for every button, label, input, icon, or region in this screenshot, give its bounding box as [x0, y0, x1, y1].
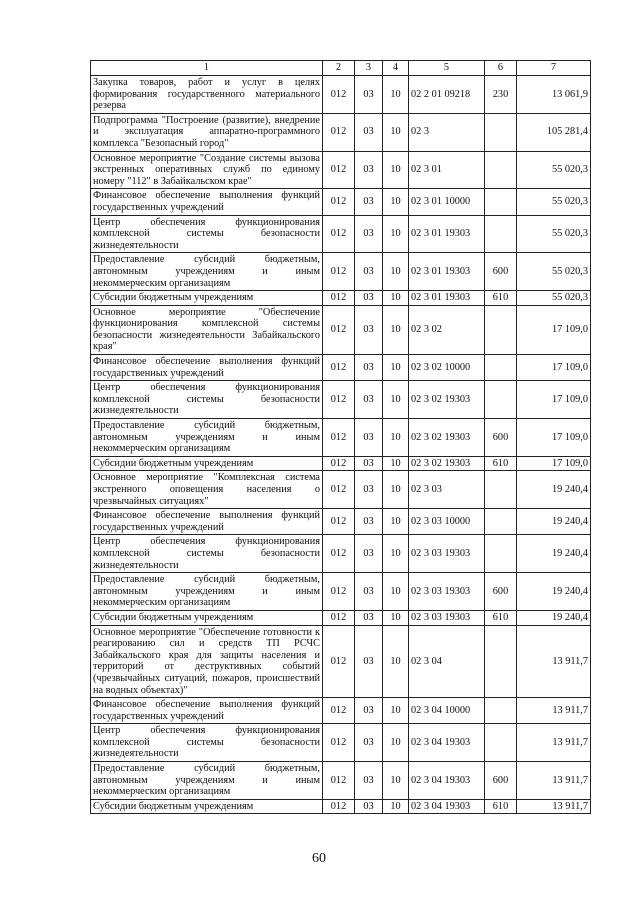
section-code-cell: 03	[355, 76, 383, 114]
ved-code-cell: 012	[323, 456, 355, 471]
ved-code-cell: 012	[323, 151, 355, 189]
ved-code-cell: 012	[323, 762, 355, 800]
row-name-cell: Предоставление субсидий бюджетным, автономным учреждениям и иным некоммерческим организациям	[91, 253, 323, 291]
target-article-cell: 02 3 01 19303	[409, 215, 485, 253]
section-code-cell: 03	[355, 799, 383, 814]
row-name-cell: Центр обеспечения функционирования комплексной системы безопасности жизнедеятельности	[91, 724, 323, 762]
target-article-cell: 02 3 03 19303	[409, 610, 485, 625]
ved-code-cell: 012	[323, 381, 355, 419]
column-header: 4	[383, 61, 409, 76]
column-header: 2	[323, 61, 355, 76]
subsection-code-cell: 10	[383, 625, 409, 698]
amount-cell: 17 109,0	[517, 456, 591, 471]
expense-type-cell: 600	[485, 419, 517, 457]
row-name-cell: Финансовое обеспечение выполнения функций государственных учреждений	[91, 189, 323, 215]
amount-cell: 17 109,0	[517, 305, 591, 354]
table-row	[91, 113, 591, 151]
row-name-cell: Предоставление субсидий бюджетным, автономным учреждениям и иным некоммерческим организациям	[91, 419, 323, 457]
amount-cell: 17 109,0	[517, 419, 591, 457]
table-row	[91, 291, 591, 306]
target-article-cell: 02 3 02 19303	[409, 456, 485, 471]
amount-cell: 55 020,3	[517, 189, 591, 215]
ved-code-cell: 012	[323, 189, 355, 215]
subsection-code-cell: 10	[383, 291, 409, 306]
section-code-cell: 03	[355, 305, 383, 354]
ved-code-cell: 012	[323, 610, 355, 625]
ved-code-cell: 012	[323, 113, 355, 151]
subsection-code-cell: 10	[383, 381, 409, 419]
subsection-code-cell: 10	[383, 151, 409, 189]
subsection-code-cell: 10	[383, 189, 409, 215]
subsection-code-cell: 10	[383, 113, 409, 151]
row-name-cell: Субсидии бюджетным учреждениям	[91, 799, 323, 814]
column-header: 3	[355, 61, 383, 76]
target-article-cell: 02 3 02 19303	[409, 419, 485, 457]
subsection-code-cell: 10	[383, 471, 409, 509]
ved-code-cell: 012	[323, 291, 355, 306]
row-name-cell: Основное мероприятие "Обеспечение функционирования комплексной системы безопасности жизнедеятельности Забайкальского края"	[91, 305, 323, 354]
section-code-cell: 03	[355, 381, 383, 419]
amount-cell: 13 911,7	[517, 698, 591, 724]
expense-type-cell	[485, 698, 517, 724]
amount-cell: 17 109,0	[517, 381, 591, 419]
amount-cell: 55 020,3	[517, 253, 591, 291]
expense-type-cell: 600	[485, 573, 517, 611]
expense-type-cell: 230	[485, 76, 517, 114]
expense-type-cell	[485, 625, 517, 698]
expense-type-cell	[485, 151, 517, 189]
amount-cell: 55 020,3	[517, 215, 591, 253]
row-name-cell: Предоставление субсидий бюджетным, автономным учреждениям и иным некоммерческим организациям	[91, 573, 323, 611]
table-row	[91, 625, 591, 698]
table-row	[91, 253, 591, 291]
table-row	[91, 355, 591, 381]
subsection-code-cell: 10	[383, 724, 409, 762]
target-article-cell: 02 3 02 19303	[409, 381, 485, 419]
row-name-cell: Субсидии бюджетным учреждениям	[91, 610, 323, 625]
table-row	[91, 189, 591, 215]
row-name-cell: Основное мероприятие "Обеспечение готовности к реагированию сил и средств ТП РСЧС Забайкальского края для защиты населения и территорий от деструктивных событий (чрезвычайных ситуаций, пожаров, происшествий на водных объектах)"	[91, 625, 323, 698]
target-article-cell: 02 3 01 19303	[409, 253, 485, 291]
section-code-cell: 03	[355, 419, 383, 457]
section-code-cell: 03	[355, 535, 383, 573]
section-code-cell: 03	[355, 625, 383, 698]
ved-code-cell: 012	[323, 76, 355, 114]
expense-type-cell: 600	[485, 762, 517, 800]
section-code-cell: 03	[355, 456, 383, 471]
section-code-cell: 03	[355, 151, 383, 189]
subsection-code-cell: 10	[383, 456, 409, 471]
table-row	[91, 305, 591, 354]
expense-type-cell	[485, 381, 517, 419]
expense-type-cell	[485, 113, 517, 151]
expense-type-cell: 610	[485, 291, 517, 306]
table-row	[91, 762, 591, 800]
target-article-cell: 02 3	[409, 113, 485, 151]
expense-type-cell	[485, 509, 517, 535]
subsection-code-cell: 10	[383, 215, 409, 253]
section-code-cell: 03	[355, 189, 383, 215]
amount-cell: 19 240,4	[517, 509, 591, 535]
table-row	[91, 573, 591, 611]
table-body	[91, 76, 591, 814]
section-code-cell: 03	[355, 509, 383, 535]
target-article-cell: 02 3 02 10000	[409, 355, 485, 381]
expense-type-cell	[485, 215, 517, 253]
target-article-cell: 02 3 03 10000	[409, 509, 485, 535]
section-code-cell: 03	[355, 724, 383, 762]
amount-cell: 13 911,7	[517, 625, 591, 698]
ved-code-cell: 012	[323, 305, 355, 354]
target-article-cell: 02 3 03 19303	[409, 535, 485, 573]
subsection-code-cell: 10	[383, 305, 409, 354]
expense-type-cell: 600	[485, 253, 517, 291]
target-article-cell: 02 3 04 19303	[409, 762, 485, 800]
amount-cell: 19 240,4	[517, 535, 591, 573]
row-name-cell: Подпрограмма "Построение (развитие), внедрение и эксплуатация аппаратно-программного комплекса "Безопасный город"	[91, 113, 323, 151]
subsection-code-cell: 10	[383, 762, 409, 800]
ved-code-cell: 012	[323, 253, 355, 291]
table-row	[91, 381, 591, 419]
target-article-cell: 02 3 03	[409, 471, 485, 509]
table-row	[91, 799, 591, 814]
section-code-cell: 03	[355, 215, 383, 253]
target-article-cell: 02 3 01 10000	[409, 189, 485, 215]
subsection-code-cell: 10	[383, 535, 409, 573]
table-row	[91, 215, 591, 253]
table-row	[91, 471, 591, 509]
row-name-cell: Предоставление субсидий бюджетным, автономным учреждениям и иным некоммерческим организациям	[91, 762, 323, 800]
expense-type-cell: 610	[485, 610, 517, 625]
subsection-code-cell: 10	[383, 698, 409, 724]
amount-cell: 17 109,0	[517, 355, 591, 381]
subsection-code-cell: 10	[383, 509, 409, 535]
ved-code-cell: 012	[323, 625, 355, 698]
column-header: 7	[517, 61, 591, 76]
amount-cell: 55 020,3	[517, 291, 591, 306]
target-article-cell: 02 3 04 19303	[409, 724, 485, 762]
target-article-cell: 02 3 03 19303	[409, 573, 485, 611]
column-header: 6	[485, 61, 517, 76]
target-article-cell: 02 3 01 19303	[409, 291, 485, 306]
amount-cell: 105 281,4	[517, 113, 591, 151]
expense-type-cell: 610	[485, 799, 517, 814]
row-name-cell: Субсидии бюджетным учреждениям	[91, 456, 323, 471]
section-code-cell: 03	[355, 291, 383, 306]
target-article-cell: 02 3 01	[409, 151, 485, 189]
column-header: 5	[409, 61, 485, 76]
target-article-cell: 02 2 01 09218	[409, 76, 485, 114]
subsection-code-cell: 10	[383, 419, 409, 457]
section-code-cell: 03	[355, 762, 383, 800]
table-row	[91, 610, 591, 625]
ved-code-cell: 012	[323, 471, 355, 509]
table-row	[91, 151, 591, 189]
row-name-cell: Субсидии бюджетным учреждениям	[91, 291, 323, 306]
row-name-cell: Центр обеспечения функционирования комплексной системы безопасности жизнедеятельности	[91, 535, 323, 573]
row-name-cell: Финансовое обеспечение выполнения функций государственных учреждений	[91, 509, 323, 535]
expense-type-cell	[485, 535, 517, 573]
expense-type-cell	[485, 355, 517, 381]
column-header: 1	[91, 61, 323, 76]
subsection-code-cell: 10	[383, 799, 409, 814]
row-name-cell: Центр обеспечения функционирования комплексной системы безопасности жизнедеятельности	[91, 215, 323, 253]
amount-cell: 19 240,4	[517, 471, 591, 509]
row-name-cell: Финансовое обеспечение выполнения функций государственных учреждений	[91, 698, 323, 724]
ved-code-cell: 012	[323, 573, 355, 611]
expense-type-cell: 610	[485, 456, 517, 471]
target-article-cell: 02 3 04 19303	[409, 799, 485, 814]
row-name-cell: Основное мероприятие "Создание системы вызова экстренных оперативных служб по единому номеру "112" в Забайкальском крае"	[91, 151, 323, 189]
table-row	[91, 76, 591, 114]
section-code-cell: 03	[355, 253, 383, 291]
amount-cell: 13 911,7	[517, 762, 591, 800]
ved-code-cell: 012	[323, 419, 355, 457]
section-code-cell: 03	[355, 113, 383, 151]
amount-cell: 55 020,3	[517, 151, 591, 189]
table-row	[91, 698, 591, 724]
section-code-cell: 03	[355, 471, 383, 509]
row-name-cell: Центр обеспечения функционирования комплексной системы безопасности жизнедеятельности	[91, 381, 323, 419]
ved-code-cell: 012	[323, 215, 355, 253]
target-article-cell: 02 3 02	[409, 305, 485, 354]
row-name-cell: Закупка товаров, работ и услуг в целях формирования государственного материального резерва	[91, 76, 323, 114]
ved-code-cell: 012	[323, 799, 355, 814]
amount-cell: 19 240,4	[517, 610, 591, 625]
section-code-cell: 03	[355, 698, 383, 724]
subsection-code-cell: 10	[383, 76, 409, 114]
amount-cell: 19 240,4	[517, 573, 591, 611]
ved-code-cell: 012	[323, 509, 355, 535]
expense-type-cell	[485, 471, 517, 509]
budget-table	[90, 60, 591, 814]
amount-cell: 13 911,7	[517, 799, 591, 814]
table-header-row	[91, 61, 591, 76]
table-row	[91, 456, 591, 471]
subsection-code-cell: 10	[383, 573, 409, 611]
table-row	[91, 419, 591, 457]
amount-cell: 13 911,7	[517, 724, 591, 762]
section-code-cell: 03	[355, 573, 383, 611]
expense-type-cell	[485, 305, 517, 354]
target-article-cell: 02 3 04 10000	[409, 698, 485, 724]
row-name-cell: Основное мероприятие "Комплексная система экстренного оповещения населения о чрезвычайных ситуациях"	[91, 471, 323, 509]
subsection-code-cell: 10	[383, 253, 409, 291]
amount-cell: 13 061,9	[517, 76, 591, 114]
section-code-cell: 03	[355, 355, 383, 381]
ved-code-cell: 012	[323, 698, 355, 724]
table-row	[91, 724, 591, 762]
subsection-code-cell: 10	[383, 610, 409, 625]
table-row	[91, 535, 591, 573]
ved-code-cell: 012	[323, 355, 355, 381]
section-code-cell: 03	[355, 610, 383, 625]
row-name-cell: Финансовое обеспечение выполнения функций государственных учреждений	[91, 355, 323, 381]
target-article-cell: 02 3 04	[409, 625, 485, 698]
page-number: 60	[312, 851, 326, 866]
ved-code-cell: 012	[323, 535, 355, 573]
expense-type-cell	[485, 724, 517, 762]
expense-type-cell	[485, 189, 517, 215]
ved-code-cell: 012	[323, 724, 355, 762]
subsection-code-cell: 10	[383, 355, 409, 381]
table-row	[91, 509, 591, 535]
